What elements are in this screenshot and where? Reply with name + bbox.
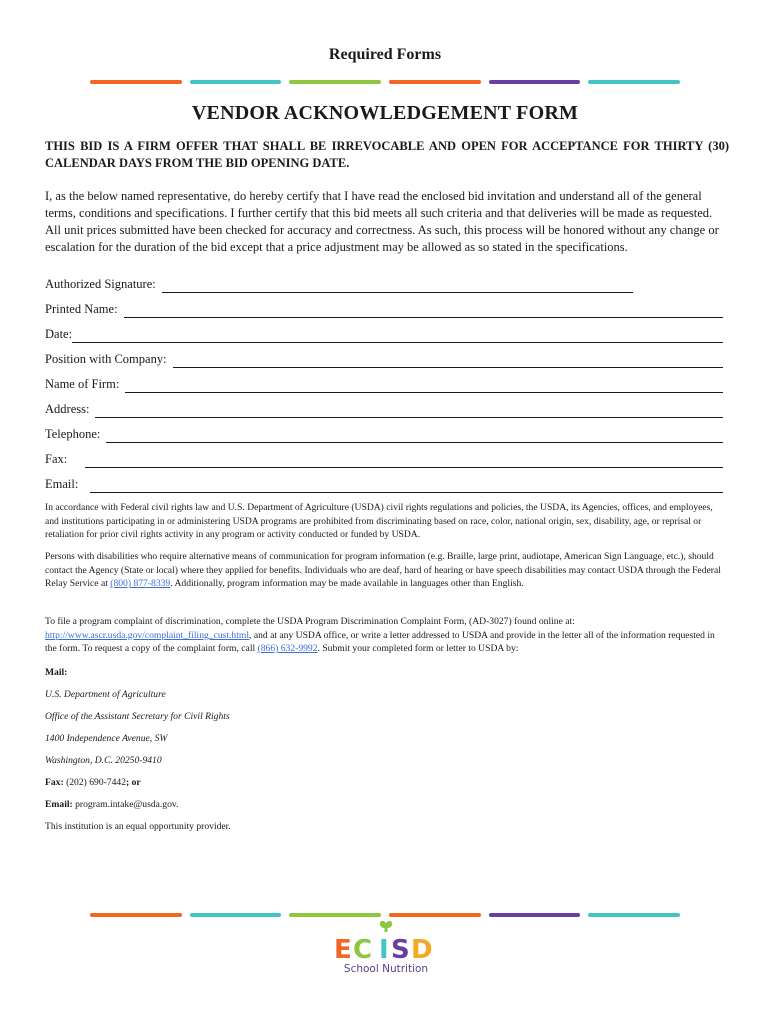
- date-label: Date:: [45, 327, 73, 341]
- position-label: Position with Company:: [45, 352, 167, 366]
- color-stripe: [289, 80, 381, 84]
- svg-text:C: C: [353, 935, 373, 965]
- svg-text:D: D: [411, 935, 433, 965]
- color-stripe: [289, 913, 381, 917]
- mail-line-3: 1400 Independence Avenue, SW: [45, 733, 168, 744]
- section-title: Required Forms: [328, 46, 442, 63]
- signature-label: Authorized Signature:: [45, 277, 156, 291]
- svg-text:I: I: [379, 935, 389, 965]
- svg-text:E: E: [334, 935, 352, 965]
- relay-phone-link[interactable]: (800) 877-8339: [110, 578, 171, 589]
- email-contact: [45, 798, 178, 811]
- mail-line-1: U.S. Department of Agriculture: [45, 689, 166, 700]
- address-label: Address:: [45, 402, 90, 416]
- date-field[interactable]: [45, 326, 723, 343]
- color-stripe: [588, 913, 680, 917]
- color-stripe: [588, 80, 680, 84]
- fax-contact: [45, 776, 141, 789]
- para3-text-end: . Submit your completed form or letter to USDA by:: [317, 643, 519, 654]
- mail-line-2: Office of the Assistant Secretary for Civil Rights: [45, 711, 230, 722]
- firm-name-field[interactable]: [45, 376, 723, 393]
- signature-field[interactable]: [45, 276, 633, 293]
- position-line[interactable]: [173, 354, 723, 368]
- nondiscrimination-paragraph-3: [45, 615, 727, 656]
- mail-label: Mail:: [45, 667, 68, 678]
- header-color-stripes: [90, 80, 680, 84]
- color-stripe: [489, 913, 581, 917]
- signature-line[interactable]: [162, 279, 633, 293]
- certification-text: I, as the below named representative, do hereby certify that I have read the enclosed bid invitation and understand all of the general terms, conditions and specifications. I further certify that this bid meets all such criteria and that deliveries will be made as requested. All unit prices submitted have been checked for accuracy and correctness. As such, this process will be honored without any change or escalation for the duration of the bid except that a price adjustment may be allowed as so stated in the specifications.: [45, 189, 719, 254]
- fax-contact-label: Fax:: [45, 777, 64, 788]
- para2-text-end: . Additionally, program information may be made available in languages other than English.: [170, 578, 524, 589]
- telephone-label: Telephone:: [45, 427, 101, 441]
- color-stripe: [389, 80, 481, 84]
- fax-suffix: ; or: [126, 777, 141, 788]
- email-address-link[interactable]: program.intake@usda.gov: [75, 799, 177, 810]
- email-line[interactable]: [90, 479, 723, 493]
- telephone-line[interactable]: [106, 429, 723, 443]
- complaint-url-link[interactable]: http://www.ascr.usda.gov/complaint_filing_cust.html: [45, 629, 250, 641]
- para3-text-start: To file a program complaint of discrimination, complete the USDA Program Discrimination Complaint Form, (AD-3027) found online at:: [45, 616, 575, 627]
- date-line[interactable]: [72, 329, 723, 343]
- fax-line[interactable]: [85, 454, 723, 468]
- printed-name-field[interactable]: [45, 301, 723, 318]
- telephone-field[interactable]: [45, 426, 723, 443]
- color-stripe: [190, 913, 282, 917]
- firm-name-line[interactable]: [125, 379, 723, 393]
- printed-name-line[interactable]: [124, 304, 723, 318]
- firm-offer-note: THIS BID IS A FIRM OFFER THAT SHALL BE IRREVOCABLE AND OPEN FOR ACCEPTANCE FOR THIRTY (30) CALENDAR DAYS FROM THE BID OPENING DATE.: [45, 139, 729, 170]
- printed-name-label: Printed Name:: [45, 302, 118, 316]
- address-line[interactable]: [95, 404, 723, 418]
- complaint-phone-link[interactable]: (866) 632-9992: [257, 643, 318, 654]
- para3-text-mid: , and at any USDA office, or write a letter addressed to USDA and provide in the letter all of the information requested in the form. To request a copy of the complaint form, call: [45, 629, 715, 654]
- color-stripe: [190, 80, 282, 84]
- apple-icon: [380, 921, 392, 932]
- ecisd-school-nutrition-logo: [333, 918, 439, 978]
- email-label: Email:: [45, 477, 79, 491]
- email-suffix: .: [176, 799, 179, 810]
- fax-number-link[interactable]: (202) 690-7442: [66, 777, 127, 788]
- form-title: VENDOR ACKNOWLEDGEMENT FORM: [191, 102, 579, 124]
- address-field[interactable]: [45, 401, 723, 418]
- color-stripe: [489, 80, 581, 84]
- nondiscrimination-paragraph-2: [45, 550, 727, 591]
- color-stripe: [90, 913, 182, 917]
- nondiscrimination-paragraph-1: In accordance with Federal civil rights law and U.S. Department of Agriculture (USDA) civil rights regulations and policies, the USDA, its Agencies, offices, and employees, and institutions participating in or administering USDA programs are prohibited from discriminating based on race, color, national origin, sex, disability, age, or reprisal or retaliation for prior civil rights activity in any program or activity conducted or funded by USDA.: [45, 502, 713, 540]
- para2-text-start: Persons with disabilities who require alternative means of communication for program information (e.g. Braille, large print, audiotape, American Sign Language, etc.), should contact the Agency (State or local) where they applied for benefits. Individuals who are deaf, hard of hearing or have speech disabilities may contact USDA through the Federal Relay Service at: [45, 551, 721, 589]
- fax-label: Fax:: [45, 452, 68, 466]
- email-field[interactable]: [45, 476, 723, 493]
- logo-wordmark: [334, 935, 433, 965]
- position-field[interactable]: [45, 351, 723, 368]
- mail-line-4: Washington, D.C. 20250-9410: [45, 755, 162, 766]
- footer-color-stripes: [90, 913, 680, 917]
- fax-field[interactable]: [45, 451, 723, 468]
- color-stripe: [90, 80, 182, 84]
- color-stripe: [389, 913, 481, 917]
- svg-text:S: S: [391, 935, 410, 965]
- email-contact-label: Email:: [45, 799, 73, 810]
- equal-opportunity-statement: This institution is an equal opportunity provider.: [45, 821, 231, 832]
- firm-name-label: Name of Firm:: [45, 377, 120, 391]
- logo-tagline: School Nutrition: [343, 963, 429, 975]
